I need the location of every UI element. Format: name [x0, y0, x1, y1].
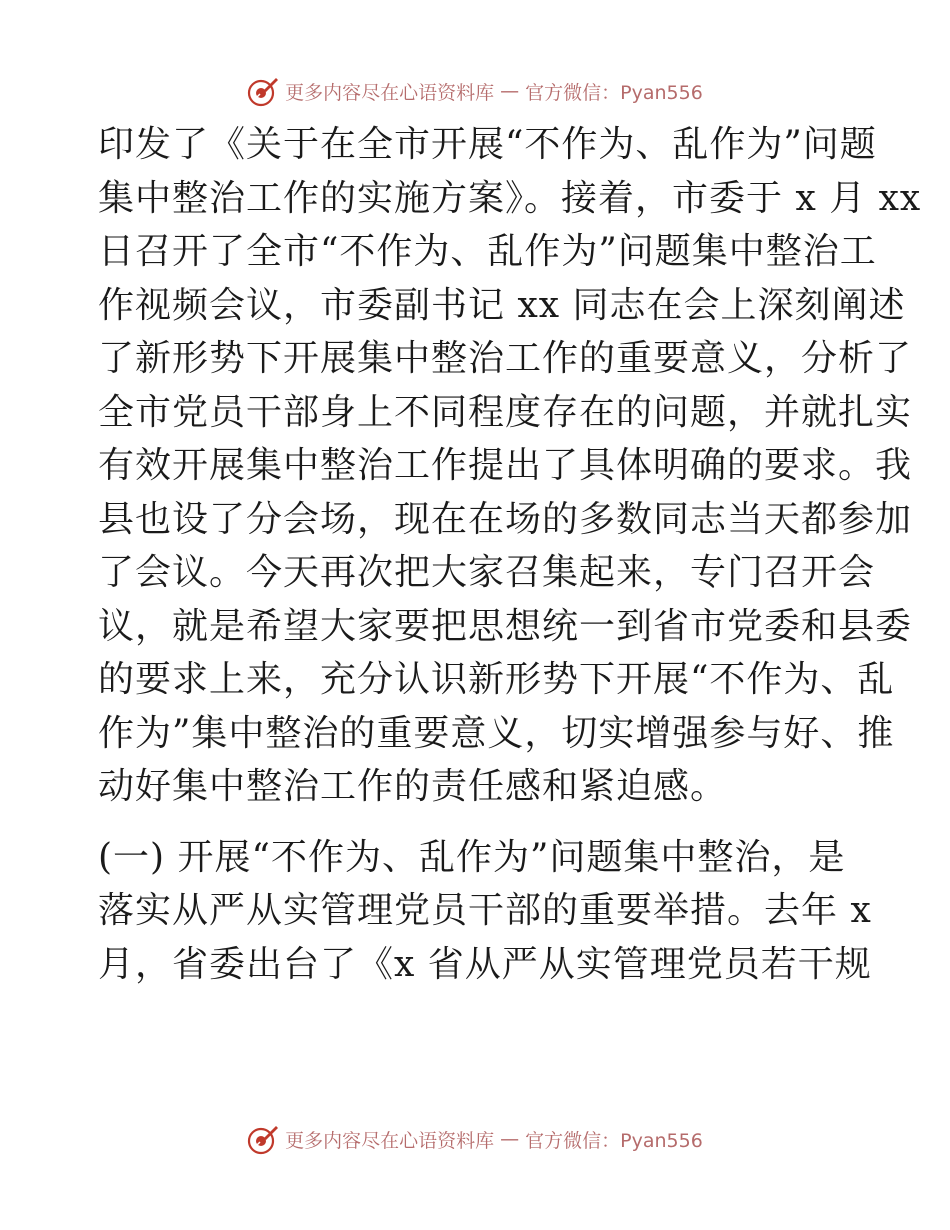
pen-logo-icon: [247, 75, 279, 107]
text-line: 落实从严从实管理党员干部的重要举措。去年 x: [98, 890, 872, 931]
banner-contact: 官方微信：Pyan556: [525, 81, 703, 104]
text-line: 集中整治工作的实施方案》。接着，市委于 x 月 xx: [98, 177, 922, 219]
banner-separator: —: [500, 80, 520, 102]
text-line: 了新形势下开展集中整治工作的重要意义，分析了: [98, 338, 913, 379]
banner-text: 更多内容尽在心语资料库: [285, 1129, 495, 1152]
text-line: 全市党员干部身上不同程度存在的问题，并就扎实: [98, 391, 913, 433]
banner-separator: —: [500, 1128, 520, 1150]
paragraph-2: [98, 831, 872, 992]
text-line: 的要求上来，充分认识新形势下开展“不作为、乱: [98, 659, 895, 700]
text-line: 月，省委出台了《x 省从严从实管理党员若干规: [98, 943, 872, 985]
footer-banner: [0, 1122, 950, 1156]
text-line: 作视频会议，市委副书记 xx 同志在会上深刻阐述: [98, 284, 906, 326]
header-banner: [0, 74, 950, 108]
text-line: 日召开了全市“不作为、乱作为”问题集中整治工: [98, 231, 877, 272]
section-heading-line: (一) 开展“不作为、乱作为”问题集中整治，是: [98, 836, 846, 878]
document-body: [98, 118, 922, 991]
banner-text: 更多内容尽在心语资料库: [285, 81, 495, 104]
text-line: 作为”集中整治的重要意义，切实增强参与好、推: [98, 712, 895, 754]
text-line: 县也设了分会场，现在在场的多数同志当天都参加: [98, 498, 913, 540]
paragraph-1: [98, 118, 922, 814]
text-line: 有效开展集中整治工作提出了具体明确的要求。我: [98, 445, 913, 486]
text-line: 印发了《关于在全市开展“不作为、乱作为”问题: [98, 124, 877, 165]
text-line: 动好集中整治工作的责任感和紧迫感。: [98, 766, 728, 807]
pen-logo-icon: [247, 1123, 279, 1155]
banner-contact: 官方微信：Pyan556: [525, 1129, 703, 1152]
text-line: 了会议。今天再次把大家召集起来，专门召开会: [98, 552, 876, 593]
text-line: 议，就是希望大家要把思想统一到省市党委和县委: [98, 605, 913, 647]
